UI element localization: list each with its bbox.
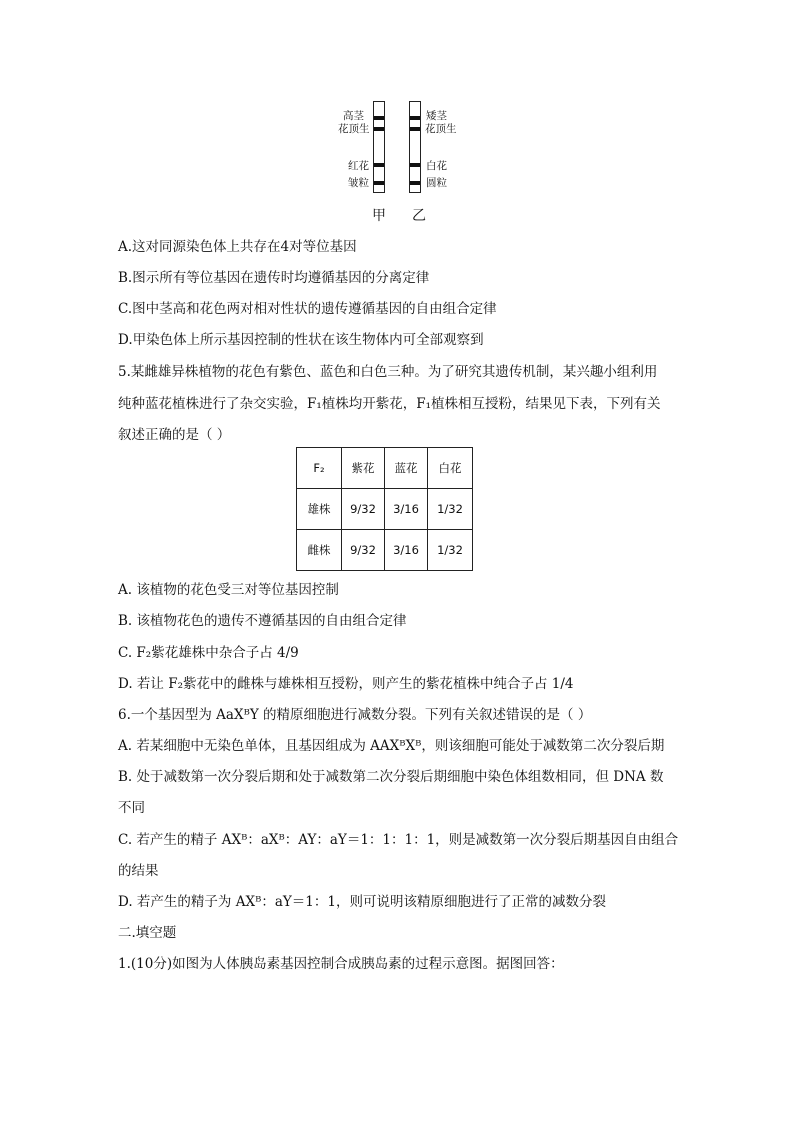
table-row [297,489,473,530]
table-header-cell: 蓝花 [385,448,428,489]
q6-option-d: D. 若产生的精子为 AXᴮ：aY＝1：1，则可说明该精原细胞进行了正常的减数分裂 [118,894,606,910]
q4-option-d: D.甲染色体上所示基因控制的性状在该生物体内可全部观察到 [118,332,484,348]
table-cell: 3/16 [385,489,428,530]
caption-jia: 甲 [372,208,386,224]
q6-option-c: C. 若产生的精子 AXᴮ：aXᴮ：AY：aY＝1：1：1：1，则是减数第一次分裂后期基因自由组合 [118,832,679,848]
table-cell: 3/16 [385,530,428,571]
table-cell: 1/32 [428,530,473,571]
table-cell: 雄株 [297,489,342,530]
label-terminal-flower-left: 花顶生 [338,123,370,135]
band [410,181,420,185]
q5-option-a: A. 该植物的花色受三对等位基因控制 [118,582,339,598]
label-tall-stem: 高茎 [343,110,364,122]
chromosome-jia [373,101,385,193]
q6-option-c-cont: 的结果 [118,863,159,879]
label-round-seed: 圆粒 [426,177,447,189]
label-red-flower: 红花 [348,160,369,172]
q6-option-b-cont: 不同 [118,800,145,816]
band [410,163,420,167]
table-header-cell: 白花 [428,448,473,489]
caption-yi: 乙 [412,208,426,224]
q6-option-b: B. 处于减数第一次分裂后期和处于减数第二次分裂后期细胞中染色体组数相同，但 DNA 数 [118,769,664,785]
table-cell: 雌株 [297,530,342,571]
band [374,116,384,120]
label-short-stem: 矮茎 [426,110,447,122]
f2-results-table [296,447,473,571]
q5-stem-line3: 叙述正确的是（ ） [118,427,231,443]
q4-option-a: A.这对同源染色体上共存在4对等位基因 [118,239,357,255]
chromosome-yi [409,101,421,193]
q5-option-b: B. 该植物花色的遗传不遵循基因的自由组合定律 [118,613,407,629]
label-terminal-flower-right: 花顶生 [425,123,457,135]
table-row [297,530,473,571]
band [374,127,384,131]
q6-option-a: A. 若某细胞中无染色单体，且基因组成为 AAXᴮXᴮ，则该细胞可能处于减数第二次分裂后期 [118,738,665,754]
q4-option-c: C.图中茎高和花色两对相对性状的遗传遵循基因的自由组合定律 [118,301,497,317]
table-header-row [297,448,473,489]
q6-stem: 6.一个基因型为 AaXᴮY 的精原细胞进行减数分裂。下列有关叙述错误的是（ ） [118,707,592,723]
q5-stem-line2: 纯种蓝花植株进行了杂交实验，F₁植株均开紫花，F₁植株相互授粉，结果见下表，下列有关 [118,396,661,412]
table-header-cell: F₂ [297,448,342,489]
q5-option-d: D. 若让 F₂紫花中的雌株与雄株相互授粉，则产生的紫花植株中纯合子占 1/4 [118,676,574,692]
fill-in-q1: 1.(10分)如图为人体胰岛素基因控制合成胰岛素的过程示意图。据图回答： [118,956,564,972]
label-white-flower: 白花 [426,160,447,172]
q5-stem-line1: 5.某雌雄异株植物的花色有紫色、蓝色和白色三种。为了研究其遗传机制，某兴趣小组利用 [118,364,658,380]
section-heading: 二.填空题 [118,925,177,941]
q5-option-c: C. F₂紫花雄株中杂合子占 4/9 [118,645,299,661]
band [374,181,384,185]
q4-option-b: B.图示所有等位基因在遗传时均遵循基因的分离定律 [118,270,430,286]
band [374,163,384,167]
label-wrinkled-seed: 皱粒 [348,177,369,189]
table-cell: 9/32 [342,489,385,530]
table-cell: 9/32 [342,530,385,571]
table-cell: 1/32 [428,489,473,530]
table-header-cell: 紫花 [342,448,385,489]
band [410,127,420,131]
band [410,116,420,120]
